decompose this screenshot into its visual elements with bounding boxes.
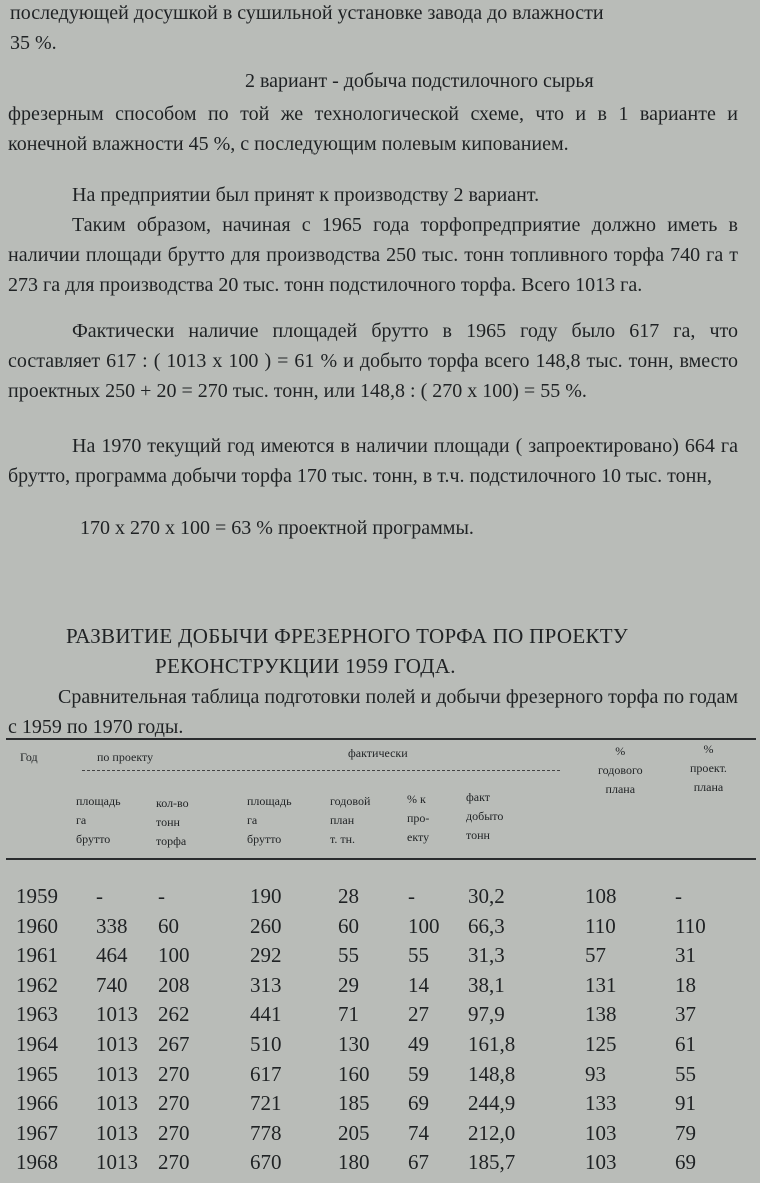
cell-year: 1967 <box>16 1120 58 1145</box>
cell-fact-mined: 31,3 <box>468 943 505 968</box>
cell-pct-annual-plan: 125 <box>585 1032 617 1056</box>
cell-pct-to-project: 55 <box>408 943 429 968</box>
formula-line: 170 х 270 х 100 = 63 % проектной программы. <box>80 517 474 539</box>
header-year: Год <box>20 750 38 764</box>
paragraph-6: На 1970 текущий год имеются в наличии площади ( запроектировано) 664 га брутто, программа добычи торфа 170 тыс. тонн, в т.ч. подстилочного 10 тыс. тонн, <box>8 435 738 487</box>
table-caption: Сравнительная таблица подготовки полей и добычи фрезерного торфа по годам с 1959 по 1970 годы. <box>8 686 738 738</box>
header-annual-plan-line-3: т. тн. <box>330 832 356 846</box>
cell-year: 1961 <box>16 943 58 968</box>
cell-annual-plan: 28 <box>338 884 359 908</box>
header-by-project: по проекту <box>97 750 154 764</box>
header-area-actual <box>247 792 292 849</box>
cell-pct-annual-plan: 103 <box>585 1120 617 1145</box>
cell-area-actual: 617 <box>250 1061 282 1086</box>
header-area-project-line-2: га <box>76 813 87 827</box>
cell-area-actual: 670 <box>250 1150 282 1175</box>
cell-pct-to-project: 49 <box>408 1032 429 1056</box>
header-pct-annual-line-2: годового <box>598 763 643 777</box>
header-pct-project-line-1: % <box>703 742 714 756</box>
header-fact-mined-line-3: тонн <box>466 828 490 842</box>
cell-area-project: 1013 <box>96 1120 138 1145</box>
cell-annual-plan: 55 <box>338 943 359 968</box>
cell-annual-plan: 60 <box>338 913 359 938</box>
cell-fact-mined: 212,0 <box>468 1120 516 1145</box>
cell-fact-mined: 97,9 <box>468 1002 505 1027</box>
header-quantity <box>156 794 189 851</box>
cell-pct-project-plan: 110 <box>675 913 706 938</box>
cell-area-actual: 778 <box>250 1120 282 1145</box>
header-annual-plan-line-1: годовой <box>330 794 371 808</box>
cell-quantity: 208 <box>158 972 190 997</box>
header-area-actual-line-3: брутто <box>247 832 282 846</box>
cell-annual-plan: 160 <box>338 1061 370 1086</box>
header-area-project-line-1: площадь <box>76 794 121 808</box>
cell-year: 1964 <box>16 1032 58 1056</box>
header-pct-annual-line-1: % <box>615 744 626 758</box>
cell-quantity: - <box>158 884 165 908</box>
cell-pct-to-project: 67 <box>408 1150 429 1175</box>
cell-pct-project-plan: 69 <box>675 1150 696 1175</box>
header-pct-project-line-3: плана <box>693 780 724 794</box>
cell-pct-annual-plan: 131 <box>585 972 617 997</box>
header-area-project <box>76 792 121 849</box>
cell-pct-annual-plan: 103 <box>585 1150 617 1175</box>
cell-quantity: 270 <box>158 1091 190 1116</box>
paragraph-2-lead: 2 вариант - добыча подстилочного сырья <box>245 70 594 92</box>
header-quantity-line-1: кол-во <box>156 796 189 810</box>
cell-pct-project-plan: 61 <box>675 1032 696 1056</box>
cell-area-actual: 510 <box>250 1032 282 1056</box>
cell-year: 1966 <box>16 1091 58 1116</box>
header-pct-to-project <box>407 790 429 847</box>
header-quantity-line-2: тонн <box>156 815 180 829</box>
cell-area-project: 1013 <box>96 1091 138 1116</box>
cell-pct-to-project: 100 <box>408 913 440 938</box>
cell-fact-mined: 66,3 <box>468 913 505 938</box>
cell-area-project: - <box>96 884 103 908</box>
cell-area-project: 1013 <box>96 1061 138 1086</box>
cell-pct-project-plan: - <box>675 884 682 908</box>
cell-pct-to-project: 27 <box>408 1002 429 1027</box>
cell-fact-mined: 38,1 <box>468 972 505 997</box>
cell-annual-plan: 205 <box>338 1120 370 1145</box>
header-area-project-line-3: брутто <box>76 832 111 846</box>
cell-area-actual: 721 <box>250 1091 282 1116</box>
cell-pct-to-project: - <box>408 884 415 908</box>
paragraph-2-body: фрезерным способом по той же технологической схеме, что и в 1 варианте и конечной влажности 45 %, с последующим полевым кипованием. <box>8 103 738 155</box>
cell-pct-to-project: 59 <box>408 1061 429 1086</box>
cell-area-actual: 441 <box>250 1002 282 1027</box>
cell-annual-plan: 185 <box>338 1091 370 1116</box>
cell-pct-to-project: 69 <box>408 1091 429 1116</box>
header-dashed-rule <box>82 770 560 771</box>
header-quantity-line-3: торфа <box>156 834 187 848</box>
cell-year: 1968 <box>16 1150 58 1175</box>
cell-annual-plan: 180 <box>338 1150 370 1175</box>
cell-quantity: 267 <box>158 1032 190 1056</box>
header-area-actual-line-1: площадь <box>247 794 292 808</box>
paragraph-4: Таким образом, начиная с 1965 года торфопредприятие должно иметь в наличии площади брутто для производства 250 тыс. тонн топливного торфа 740 га т 273 га для производства 20 тыс. тонн подстилочного торфа. Всего 1013 га. <box>8 214 738 296</box>
cell-year: 1960 <box>16 913 58 938</box>
cell-area-project: 1013 <box>96 1002 138 1027</box>
header-pct-annual-line-3: плана <box>605 782 636 796</box>
cell-quantity: 270 <box>158 1150 190 1175</box>
cell-quantity: 270 <box>158 1061 190 1086</box>
cell-fact-mined: 185,7 <box>468 1150 516 1175</box>
table-top-rule <box>6 738 756 740</box>
cell-pct-annual-plan: 108 <box>585 884 617 908</box>
header-annual-plan-line-2: план <box>330 813 355 827</box>
header-actual: фактически <box>348 746 408 760</box>
header-pct-to-project-line-3: екту <box>407 830 430 844</box>
cell-pct-annual-plan: 133 <box>585 1091 617 1116</box>
cell-pct-project-plan: 31 <box>675 943 696 968</box>
cell-annual-plan: 130 <box>338 1032 370 1056</box>
cell-year: 1959 <box>16 884 58 908</box>
section-heading-line-1: РАЗВИТИЕ ДОБЫЧИ ФРЕЗЕРНОГО ТОРФА ПО ПРОЕКТУ <box>66 624 629 648</box>
cell-area-project: 338 <box>96 913 128 938</box>
cell-area-actual: 260 <box>250 913 282 938</box>
cell-pct-project-plan: 18 <box>675 972 696 997</box>
paragraph-5: Фактически наличие площадей брутто в 1965 году было 617 га, что составляет 617 : ( 1013 х 100 ) = 61 % и добыто торфа всего 148,8 тыс. тонн, вместо проектных 250 + 20 = 270 тыс. тонн, или 148,8 : ( 270 х 100) = 55 %. <box>8 320 738 402</box>
cell-quantity: 270 <box>158 1120 190 1145</box>
header-pct-project-plan <box>690 740 727 797</box>
cell-pct-to-project: 14 <box>408 972 429 997</box>
cell-fact-mined: 244,9 <box>468 1091 516 1116</box>
cell-annual-plan: 71 <box>338 1002 359 1027</box>
section-heading-line-2: РЕКОНСТРУКЦИИ 1959 ГОДА. <box>155 654 456 678</box>
cell-quantity: 60 <box>158 913 179 938</box>
cell-fact-mined: 161,8 <box>468 1032 516 1056</box>
cell-area-project: 464 <box>96 943 128 968</box>
cell-fact-mined: 30,2 <box>468 884 505 908</box>
header-area-actual-line-2: га <box>247 813 258 827</box>
cell-pct-annual-plan: 93 <box>585 1061 606 1086</box>
cell-pct-annual-plan: 57 <box>585 943 606 968</box>
header-fact-mined <box>466 788 503 845</box>
cell-quantity: 262 <box>158 1002 190 1027</box>
cell-quantity: 100 <box>158 943 190 968</box>
paragraph-1-line-2: 35 %. <box>10 32 57 54</box>
cell-year: 1965 <box>16 1061 58 1086</box>
cell-pct-project-plan: 37 <box>675 1002 696 1027</box>
header-pct-to-project-line-2: про- <box>407 811 430 825</box>
cell-year: 1963 <box>16 1002 58 1027</box>
cell-area-project: 1013 <box>96 1032 138 1056</box>
table-header-rule <box>6 858 756 860</box>
header-fact-mined-line-2: добыто <box>466 809 504 823</box>
cell-area-actual: 292 <box>250 943 282 968</box>
cell-pct-project-plan: 55 <box>675 1061 696 1086</box>
cell-fact-mined: 148,8 <box>468 1061 516 1086</box>
cell-pct-project-plan: 91 <box>675 1091 696 1116</box>
cell-pct-to-project: 74 <box>408 1120 429 1145</box>
cell-area-project: 1013 <box>96 1150 138 1175</box>
header-pct-annual-plan <box>598 742 643 799</box>
header-annual-plan <box>330 792 370 849</box>
cell-pct-annual-plan: 110 <box>585 913 616 938</box>
cell-pct-annual-plan: 138 <box>585 1002 617 1027</box>
header-pct-to-project-line-1: % к <box>407 792 426 806</box>
paragraph-1-line-1: последующей досушкой в сушильной установке завода до влажности <box>10 2 604 24</box>
cell-area-actual: 190 <box>250 884 282 908</box>
paragraph-3: На предприятии был принят к производству 2 вариант. <box>72 184 540 206</box>
cell-area-project: 740 <box>96 972 128 997</box>
cell-annual-plan: 29 <box>338 972 359 997</box>
cell-pct-project-plan: 79 <box>675 1120 696 1145</box>
cell-area-actual: 313 <box>250 972 282 997</box>
header-pct-project-line-2: проект. <box>690 761 727 775</box>
cell-year: 1962 <box>16 972 58 997</box>
header-fact-mined-line-1: факт <box>466 790 491 804</box>
